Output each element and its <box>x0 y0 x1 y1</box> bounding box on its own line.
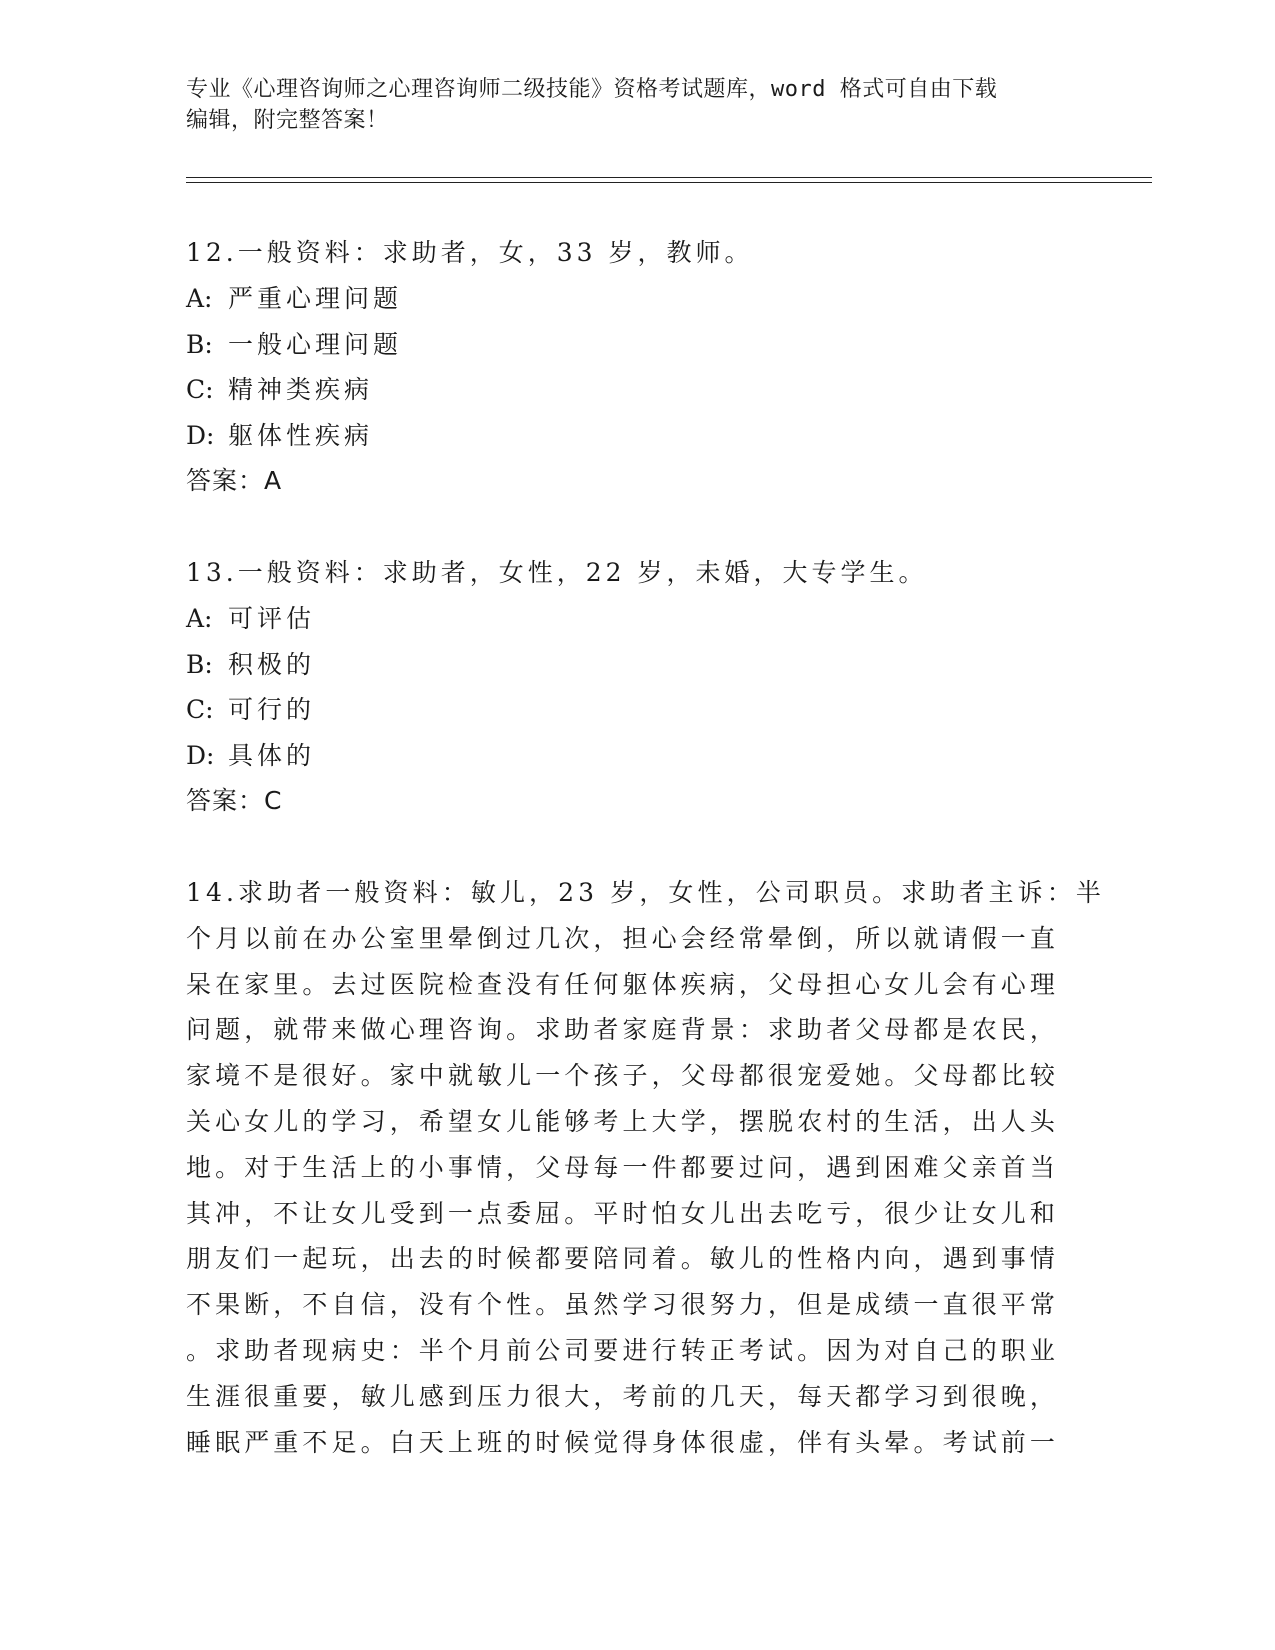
option-text: 具体的 <box>228 740 316 770</box>
option-b <box>186 322 1086 368</box>
option-text: 精神类疾病 <box>228 375 374 404</box>
option-d <box>186 733 1086 779</box>
paragraph-line: 呆在家里。去过医院检查没有任何躯体疾病，父母担心女儿会有心理 <box>186 969 1060 999</box>
question-12 <box>186 230 1086 504</box>
document-header <box>186 74 1066 136</box>
answer-label: 答案：C <box>186 786 283 815</box>
option-letter: B: <box>186 329 213 359</box>
paragraph-line: 个月以前在办公室里晕倒过几次，担心会经常晕倒，所以就请假一直 <box>186 923 1060 953</box>
paragraph-line: 家境不是很好。家中就敏儿一个孩子，父母都很宠爱她。父母都比较 <box>186 1061 1060 1091</box>
option-text: 可行的 <box>228 695 316 724</box>
header-line-1: 专业《心理咨询师之心理咨询师二级技能》资格考试题库，word 格式可自由下载 <box>186 77 998 102</box>
question-stem: 12.一般资料：求助者，女，33 岁，教师。 <box>186 238 754 267</box>
option-letter: C: <box>186 695 214 724</box>
option-text: 可评估 <box>228 604 316 633</box>
option-a <box>186 276 1086 322</box>
header-divider-bottom <box>186 182 1152 183</box>
option-text: 躯体性疾病 <box>228 420 374 450</box>
option-letter: B: <box>186 649 213 679</box>
option-c <box>186 367 1086 413</box>
header-line-2: 编辑，附完整答案！ <box>186 108 389 133</box>
paragraph-line: 地。对于生活上的小事情，父母每一件都要过问，遇到困难父亲首当 <box>186 1152 1060 1182</box>
paragraph-line: 不果断，不自信，没有个性。虽然学习很努力，但是成绩一直很平常 <box>186 1290 1060 1320</box>
option-letter: A: <box>186 604 213 633</box>
answer-label: 答案：A <box>186 466 283 495</box>
paragraph-line: 关心女儿的学习，希望女儿能够考上大学，摆脱农村的生活，出人头 <box>186 1106 1060 1136</box>
option-letter: C: <box>186 375 214 404</box>
option-letter: D: <box>186 420 215 450</box>
paragraph-line: 朋友们一起玩，出去的时候都要陪同着。敏儿的性格内向，遇到事情 <box>186 1244 1060 1274</box>
paragraph-line: 。求助者现病史：半个月前公司要进行转正考试。因为对自己的职业 <box>186 1335 1060 1365</box>
option-text: 积极的 <box>228 649 316 679</box>
paragraph-line: 问题，就带来做心理咨询。求助者家庭背景：求助者父母都是农民， <box>186 1015 1060 1045</box>
paragraph-line: 14.求助者一般资料：敏儿，23 岁，女性，公司职员。求助者主诉：半 <box>186 878 1105 907</box>
option-d <box>186 413 1086 459</box>
option-b <box>186 642 1086 688</box>
paragraph-line: 生涯很重要，敏儿感到压力很大，考前的几天，每天都学习到很晚， <box>186 1381 1060 1411</box>
paragraph-line: 睡眠严重不足。白天上班的时候觉得身体很虚，伴有头晕。考试前一 <box>186 1427 1060 1457</box>
option-letter: A: <box>186 284 213 313</box>
option-a <box>186 596 1086 642</box>
question-14 <box>186 870 1105 1465</box>
option-letter: D: <box>186 740 215 770</box>
header-divider-top <box>186 177 1152 178</box>
question-stem: 13.一般资料：求助者，女性，22 岁，未婚，大专学生。 <box>186 558 928 587</box>
option-text: 一般心理问题 <box>228 329 403 359</box>
paragraph-line: 其冲，不让女儿受到一点委屈。平时怕女儿出去吃亏，很少让女儿和 <box>186 1198 1060 1228</box>
question-13 <box>186 550 1086 824</box>
option-text: 严重心理问题 <box>228 284 403 313</box>
option-c <box>186 687 1086 733</box>
